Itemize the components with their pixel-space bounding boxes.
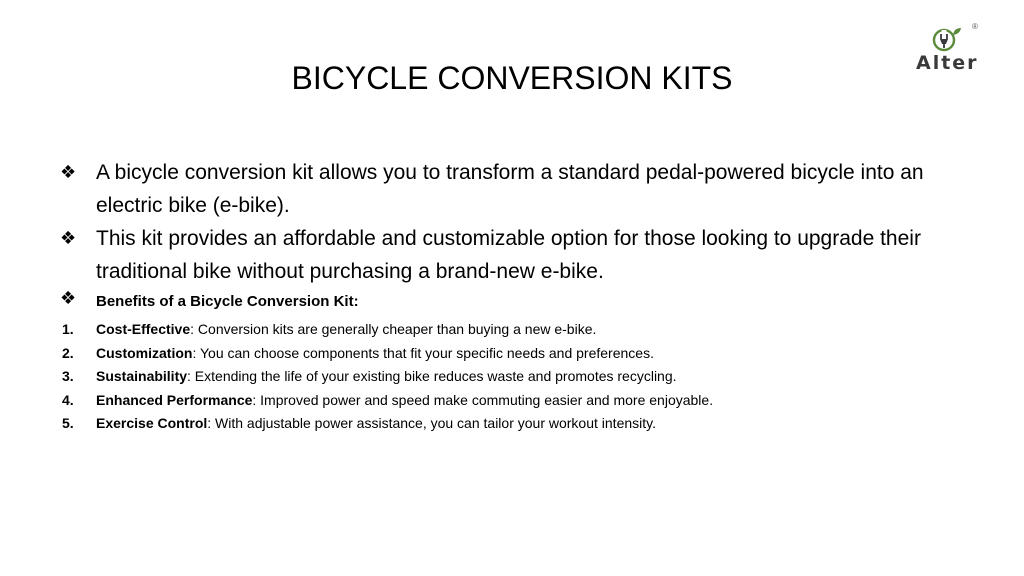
power-plug-leaf-icon: [930, 26, 964, 54]
logo-text: Alter: [916, 52, 979, 74]
item-number: 2.: [62, 344, 74, 361]
bullet-item: [60, 289, 990, 315]
item-description: : With adjustable power assistance, you can tailor your workout intensity.: [207, 415, 656, 432]
registered-mark: ®: [972, 22, 978, 31]
diamond-bullet-icon: ❖: [60, 228, 77, 249]
bullet-text: This kit provides an affordable and customizable option for those looking to upgrade their traditional bike without purchasing a brand-new e-bike.: [96, 227, 921, 283]
bullet-list: [60, 156, 990, 315]
slide-title: BICYCLE CONVERSION KITS: [291, 60, 733, 96]
bullet-item: [60, 156, 990, 222]
item-description: : Conversion kits are generally cheaper than buying a new e-bike.: [190, 321, 597, 337]
list-item: [60, 412, 990, 436]
item-description: : Extending the life of your existing bike reduces waste and promotes recycling.: [187, 368, 677, 385]
list-item: [60, 389, 990, 413]
list-item: [60, 342, 990, 366]
diamond-bullet-icon: ❖: [60, 288, 77, 309]
item-number: 4.: [62, 391, 74, 408]
item-term: Customization: [96, 344, 193, 361]
item-term: Enhanced Performance: [96, 391, 253, 408]
item-number: 5.: [62, 415, 74, 432]
bullet-text: A bicycle conversion kit allows you to transform a standard pedal-powered bicycle into an electric bike (e-bike).: [96, 161, 924, 217]
item-number: 3.: [62, 368, 74, 385]
bullet-item: [60, 222, 990, 288]
item-description: : You can choose components that fit your specific needs and preferences.: [192, 344, 654, 361]
list-item: [60, 318, 990, 342]
item-term: Cost-Effective: [96, 321, 191, 337]
item-term: Exercise Control: [96, 415, 208, 432]
benefits-heading: Benefits of a Bicycle Conversion Kit:: [96, 293, 359, 310]
benefits-list: [60, 318, 990, 436]
diamond-bullet-icon: ❖: [60, 162, 77, 183]
item-number: 1.: [62, 321, 74, 337]
item-term: Sustainability: [96, 368, 188, 385]
list-item: [60, 365, 990, 389]
item-description: : Improved power and speed make commuting easier and more enjoyable.: [252, 391, 714, 408]
